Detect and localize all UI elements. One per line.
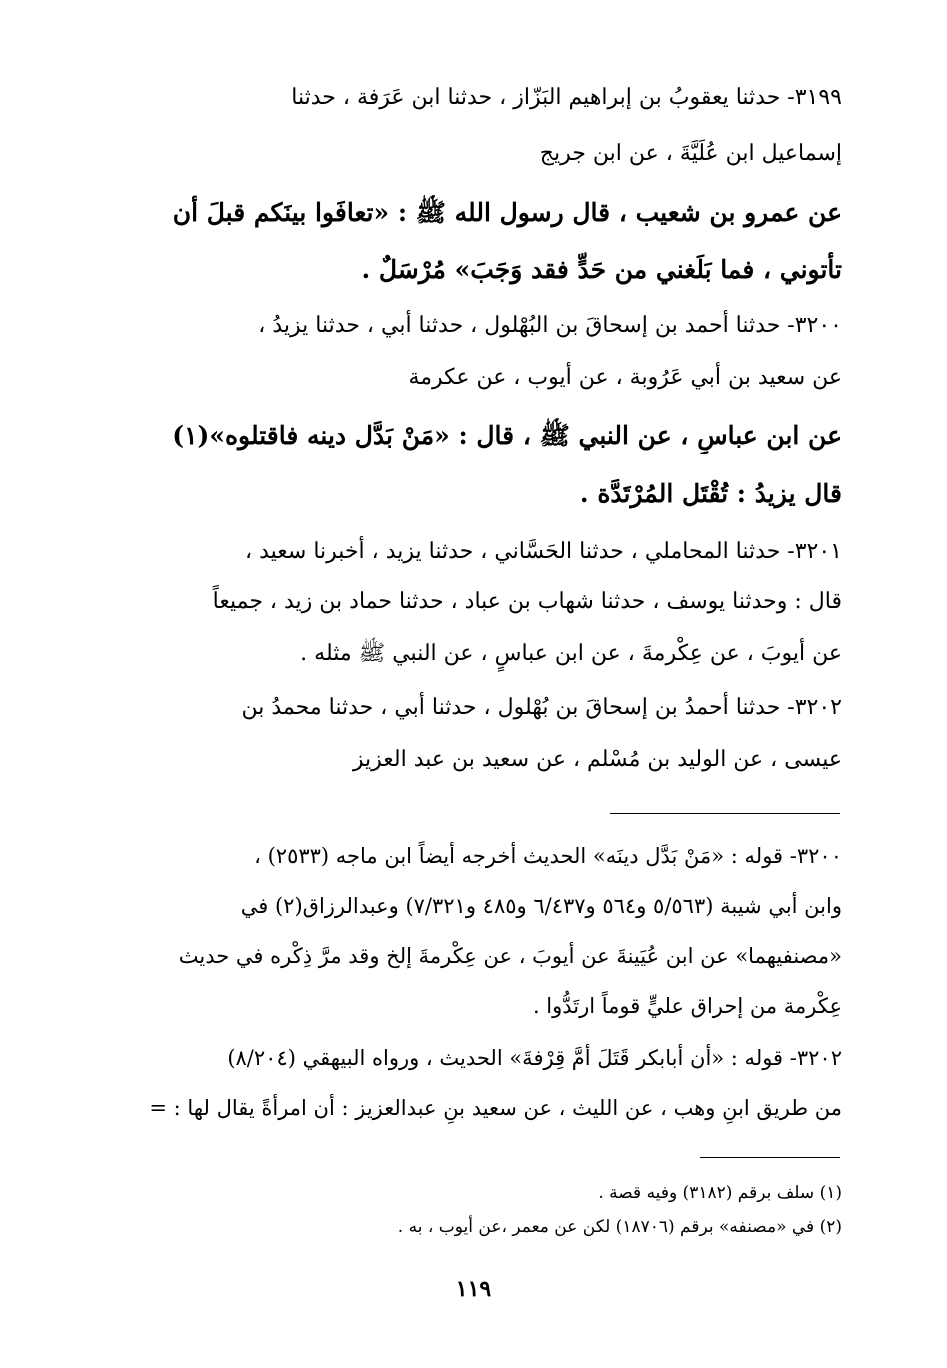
commentary-3200-line-2: وابن أبي شيبة (٥/٥٦٣ و٥٦٤ و٦/٤٣٧ و٤٨٥ و٧/٣٢١) وعبدالرزاق(٢) في [240, 894, 842, 918]
commentary-3200-line-1: ٣٢٠٠- قوله : «مَنْ بَدَّل دينَه» الحديث أخرجه أيضاً ابن ماجه (٢٥٣٣) ، [254, 844, 842, 868]
commentary-3200-line-4: عِكْرمة من إحراق عليٍّ قوماً ارتَدُّوا . [532, 994, 842, 1018]
hadith-3200-line-1: ٣٢٠٠- حدثنا أحمد بن إسحاقَ بن البُهْلول ، حدثنا أبي ، حدثنا يزيدُ ، [258, 313, 842, 338]
hadith-3201-line-2: قال : وحدثنا يوسف ، حدثنا شهاب بن عباد ، حدثنا حماد بن زيد ، جميعاً [212, 589, 842, 614]
commentary-3202-line-1: ٣٢٠٢- قوله : «أن أبابكر قَتَلَ أمَّ قِرْفةَ» الحديث ، ورواه البيهقي (٨/٢٠٤) [227, 1046, 842, 1070]
footnote-2: (٢) في «مصنفه» برقم (١٨٧٠٦) لكن عن معمر ،عن أيوب ، به . [397, 1217, 842, 1237]
page-number: ١١٩ [455, 1276, 492, 1302]
commentary-3200-line-3: «مصنفيهما» عن ابن عُيَينةَ عن أيوبَ ، عن عِكْرمةَ إلخ وقد مرَّ ذِكْره في حديث [178, 944, 842, 968]
hadith-3201-line-3: عن أيوبَ ، عن عِكْرمةَ ، عن ابن عباسٍ ، عن النبي ﷺ مثله . [300, 641, 842, 666]
hadith-3202-line-1: ٣٢٠٢- حدثنا أحمدُ بن إسحاقَ بن بُهْلول ، حدثنا أبي ، حدثنا محمدُ بن [241, 695, 842, 720]
footnote-1: (١) سلف برقم (٣١٨٢) وفيه قصة . [598, 1183, 842, 1203]
hadith-3202-line-2: عيسى ، عن الوليد بن مُسْلم ، عن سعيد بن عبد العزيز [352, 747, 842, 772]
hadith-3200-line-2: عن سعيد بن أبي عَرُوبة ، عن أيوب ، عن عكرمة [408, 365, 842, 390]
hadith-3200-matn-line-1: عن ابن عباسٍ ، عن النبي ﷺ ، قال : «مَنْ بَدَّل دينه فاقتلوه»(١) [172, 421, 842, 450]
hadith-3199-line-1: ٣١٩٩- حدثنا يعقوبُ بن إبراهيم البَزّاز ، حدثنا ابن عَرَفة ، حدثنا [291, 85, 842, 110]
commentary-3202-line-2: من طريق ابنِ وهب ، عن الليث ، عن سعيد بنِ عبدالعزيز : أن امرأةً يقال لها : = [149, 1096, 842, 1120]
hadith-3201-line-1: ٣٢٠١- حدثنا المحاملي ، حدثنا الحَسَّاني ، حدثنا يزيد ، أخبرنا سعيد ، [245, 539, 842, 564]
commentary-separator [610, 813, 840, 814]
hadith-3199-matn-line-2: تأتوني ، فما بَلَغني من حَدٍّ فقد وَجَبَ» مُرْسَلٌ . [361, 255, 842, 284]
hadith-3199-line-2: إسماعيل ابن عُلَيَّةَ ، عن ابن جريج [539, 141, 842, 166]
footnote-separator [700, 1157, 840, 1158]
hadith-3199-matn-line-1: عن عمرو بن شعيب ، قال رسول الله ﷺ : «تعافَوا بينَكم قبلَ أن [172, 198, 842, 227]
hadith-3200-matn-line-2: قال يزيدُ : تُقْتَل المُرْتَدَّة . [579, 479, 842, 508]
